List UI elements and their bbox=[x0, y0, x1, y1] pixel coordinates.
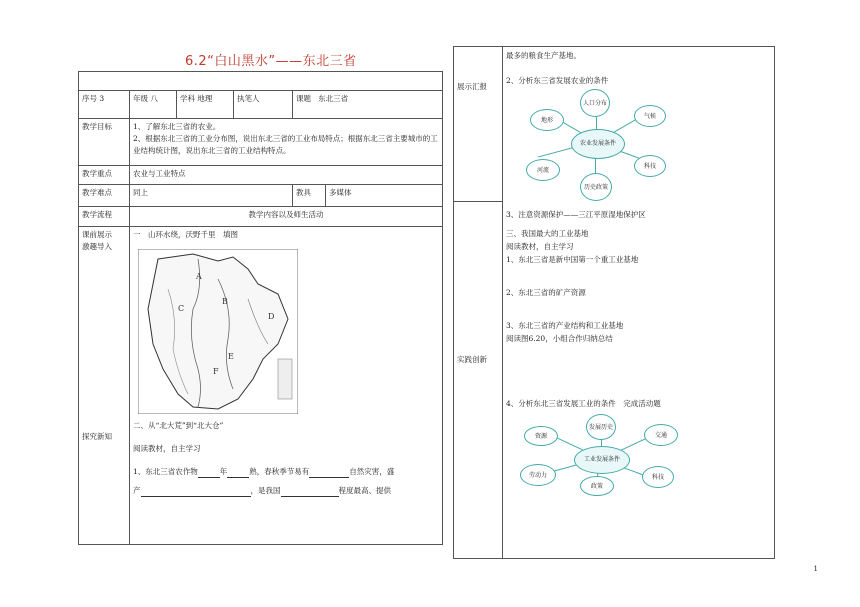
blank-5[interactable] bbox=[281, 487, 339, 497]
report-table bbox=[453, 46, 775, 559]
difficulty-value: 同上 bbox=[130, 185, 293, 207]
explore-question-1-cont: 产 ，是我国 程度最高、提供 bbox=[133, 486, 391, 495]
line-6: 1、东北三省是新中国第一个重工业基地 bbox=[506, 255, 639, 264]
flow-value: 教学内容以及师生活动 bbox=[130, 207, 443, 227]
page-number: 1 bbox=[813, 565, 818, 573]
grade-cell: 年级 八 bbox=[130, 91, 177, 119]
blank-1[interactable] bbox=[198, 468, 220, 478]
difficulty-label: 教学难点 bbox=[79, 185, 130, 207]
ind-node-policy: 政策 bbox=[580, 476, 614, 496]
intro-label-1: 课前展示 bbox=[82, 230, 112, 239]
ind-node-labor: 劳动力 bbox=[520, 464, 556, 486]
ag-node-technology: 科技 bbox=[634, 155, 666, 177]
explore-read: 阅读教材，自主学习 bbox=[133, 444, 201, 453]
blank-4[interactable] bbox=[141, 487, 251, 497]
flow-label: 教学流程 bbox=[79, 207, 130, 227]
line-8: 3、东北三省的产业结构和工业基地 bbox=[506, 321, 624, 330]
explore-question-1: 1、东北三省农作物 年 熟，春秋季节易有 自然灾害，盛 bbox=[133, 467, 395, 476]
intro-text: 一 山环水绕，沃野千里 填图 bbox=[133, 230, 238, 239]
ag-center-node: 农业发展条件 bbox=[571, 129, 625, 159]
line-10: 4、分析东北三省发展工业的条件 完成活动题 bbox=[506, 399, 661, 408]
line-3: 3、注意资源保护——三江平原湿地保护区 bbox=[506, 210, 646, 219]
blank-2[interactable] bbox=[227, 468, 249, 478]
goal-1: 1、了解东北三省的农业。 bbox=[133, 122, 221, 131]
stage-content bbox=[130, 227, 443, 545]
line-1: 最多的粮食生产基地。 bbox=[506, 51, 581, 60]
blank-row bbox=[79, 72, 443, 91]
explore-section bbox=[133, 419, 439, 497]
map-label-f: F bbox=[213, 367, 219, 376]
explore-label: 探究新知 bbox=[82, 432, 112, 441]
author-cell: 执笔人 bbox=[234, 91, 293, 119]
ag-node-population: 人口分布 bbox=[580, 89, 610, 117]
map-label-e: E bbox=[228, 352, 234, 361]
ind-node-transport: 交通 bbox=[644, 424, 678, 446]
subject-cell: 学科 地理 bbox=[177, 91, 234, 119]
industry-diagram bbox=[516, 414, 686, 494]
map-label-b: B bbox=[222, 297, 228, 306]
tools-value: 多媒体 bbox=[326, 185, 443, 207]
goal-2: 2、根据东北三省的工业分布图，说出东北三省的工业布局特点；根据东北三省主要城市的工业结构统计图，说出东北三省的工业结构特点。 bbox=[133, 134, 438, 155]
right-content bbox=[503, 47, 775, 559]
stage-labels bbox=[79, 227, 130, 545]
tools-label: 教具 bbox=[293, 185, 326, 207]
explore-heading: 二、从“北大荒”到“北大仓” bbox=[133, 421, 224, 430]
ag-node-river: 河流 bbox=[526, 159, 560, 181]
seq-cell: 序号 3 bbox=[79, 91, 130, 119]
topic-value: 东北三省 bbox=[318, 94, 349, 103]
northeast-map bbox=[138, 249, 298, 414]
lesson-plan-table bbox=[78, 71, 443, 545]
show-label-cell bbox=[454, 47, 503, 202]
practice-label: 实践创新 bbox=[457, 355, 487, 364]
blank-3[interactable] bbox=[309, 468, 349, 478]
ind-node-history: 发展历史 bbox=[586, 414, 616, 440]
line-5: 阅读教材，自主学习 bbox=[506, 242, 574, 251]
page-title: 6.2“白山黑水”——东北三省 bbox=[185, 54, 357, 69]
map-label-c: C bbox=[178, 304, 185, 313]
ind-center-node: 工业发展条件 bbox=[574, 446, 630, 474]
key-value: 农业与工业特点 bbox=[130, 166, 443, 185]
line-2: 2、分析东三省发展农业的条件 bbox=[506, 76, 609, 85]
key-label: 教学重点 bbox=[79, 166, 130, 185]
practice-label-cell bbox=[454, 202, 503, 559]
topic-cell bbox=[293, 91, 443, 119]
ind-node-resources: 资源 bbox=[524, 426, 558, 446]
ag-node-history-policy: 历史政策 bbox=[580, 173, 612, 201]
map-label-a: A bbox=[196, 272, 202, 281]
line-4: 三、我国最大的工业基地 bbox=[506, 229, 589, 238]
goals-content bbox=[130, 119, 443, 166]
line-7: 2、东北三省的矿产资源 bbox=[506, 288, 586, 297]
intro-label-2: 激趣导入 bbox=[82, 242, 112, 251]
topic-label: 课题 bbox=[296, 94, 311, 103]
ag-node-climate: 气候 bbox=[634, 105, 666, 127]
agriculture-diagram bbox=[516, 87, 676, 202]
goals-label: 教学目标 bbox=[79, 119, 130, 166]
ag-node-terrain: 地形 bbox=[530, 109, 564, 131]
show-label: 展示汇报 bbox=[457, 82, 487, 91]
ind-node-technology: 科技 bbox=[642, 466, 674, 488]
line-9: 阅读图6.20，小组合作归纳总结 bbox=[506, 334, 613, 343]
map-label-d: D bbox=[268, 312, 275, 321]
